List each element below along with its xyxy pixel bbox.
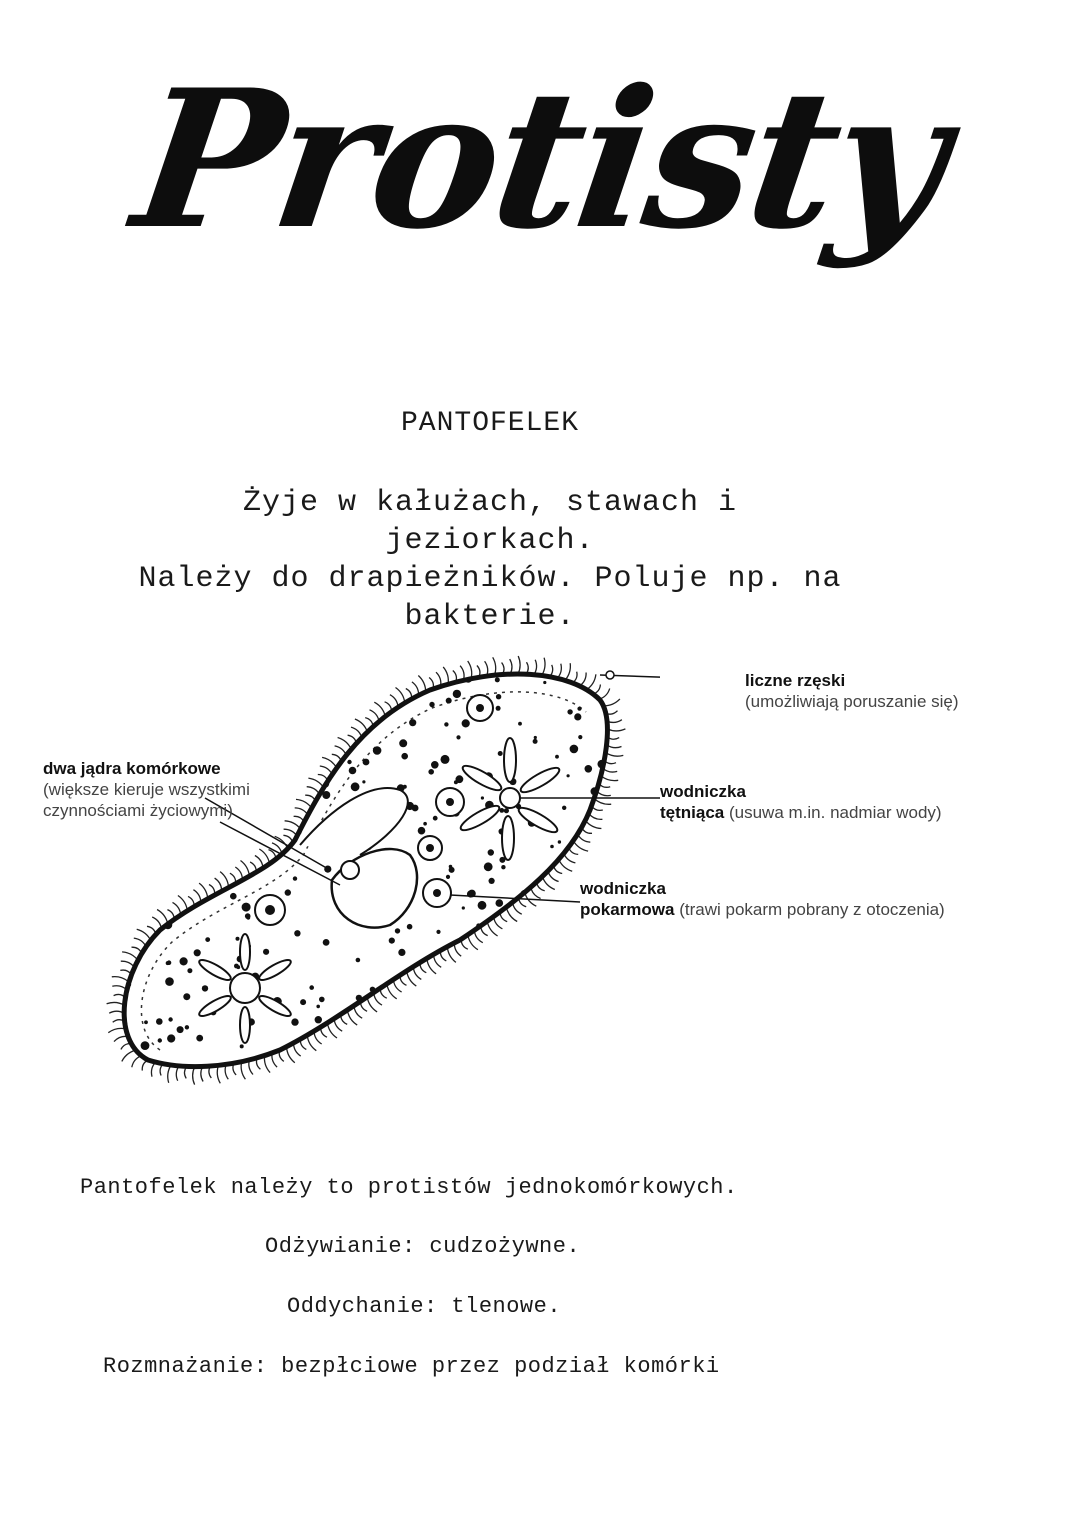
- cilium: [308, 778, 323, 788]
- cytoplasm-granule: [611, 920, 619, 928]
- cytoplasm-granule: [256, 809, 261, 814]
- cytoplasm-granule: [172, 731, 176, 735]
- cytoplasm-granule: [356, 995, 362, 1001]
- cytoplasm-granule: [431, 999, 438, 1006]
- cilium: [296, 799, 312, 808]
- cytoplasm-granule: [510, 951, 518, 959]
- cytoplasm-granule: [294, 930, 300, 936]
- cytoplasm-granule: [593, 668, 598, 673]
- cytoplasm-granule: [346, 1038, 353, 1045]
- label-contractile-vacuole: [660, 781, 942, 823]
- cytoplasm-granule: [496, 694, 501, 699]
- cytoplasm-granule: [471, 1060, 474, 1063]
- cytoplasm-granule: [240, 1044, 244, 1048]
- cytoplasm-granule: [242, 727, 248, 733]
- label-cilia-note: (umożliwiają poruszanie się): [745, 692, 959, 711]
- cytoplasm-granule: [168, 1017, 172, 1021]
- cilium: [518, 656, 520, 674]
- cytoplasm-granule: [211, 835, 217, 841]
- cytoplasm-granule: [120, 916, 124, 920]
- cytoplasm-granule: [373, 746, 382, 755]
- cytoplasm-granule: [263, 949, 269, 955]
- cytoplasm-granule: [598, 845, 602, 849]
- cytoplasm-granule: [448, 1016, 452, 1020]
- cilium: [322, 757, 337, 768]
- label-cilia-title: liczne rzęski: [745, 671, 846, 690]
- cytoplasm-granule: [492, 980, 498, 986]
- cytoplasm-granule: [189, 726, 194, 731]
- cilium: [193, 1067, 195, 1085]
- cytoplasm-granule: [153, 836, 157, 840]
- cytoplasm-granule: [180, 715, 184, 719]
- cytoplasm-granule: [234, 964, 239, 969]
- cytoplasm-granule: [462, 906, 465, 909]
- cytoplasm-granule: [131, 753, 136, 758]
- cytoplasm-granule: [159, 695, 163, 699]
- cytoplasm-granule: [606, 813, 613, 820]
- cytoplasm-granule: [351, 1044, 358, 1051]
- cytoplasm-granule: [446, 698, 452, 704]
- cytoplasm-granule: [513, 951, 518, 956]
- cytoplasm-granule: [259, 667, 265, 673]
- cytoplasm-granule: [373, 672, 378, 677]
- cytoplasm-granule: [599, 985, 608, 994]
- cytoplasm-granule: [600, 1037, 608, 1045]
- cytoplasm-granule: [180, 957, 188, 965]
- cilium: [285, 821, 301, 829]
- cytoplasm-granule: [183, 671, 190, 678]
- cytoplasm-granule: [236, 937, 240, 941]
- cytoplasm-granule: [498, 751, 503, 756]
- cytoplasm-granule: [610, 774, 613, 777]
- cytoplasm-granule: [395, 928, 400, 933]
- cytoplasm-granule: [562, 806, 566, 810]
- cilium: [587, 674, 596, 689]
- cytoplasm-granule: [503, 922, 507, 926]
- cilium: [418, 676, 425, 692]
- cytoplasm-granule: [336, 701, 345, 710]
- cytoplasm-granule: [336, 696, 345, 705]
- section-heading: PANTOFELEK: [400, 408, 580, 439]
- cytoplasm-granule: [239, 688, 244, 693]
- cytoplasm-granule: [178, 822, 186, 830]
- cytoplasm-granule: [352, 1047, 357, 1052]
- cytoplasm-granule: [614, 1006, 622, 1014]
- label-food-title: wodniczka: [580, 879, 666, 898]
- cytoplasm-granule: [344, 705, 347, 708]
- cytoplasm-granule: [398, 949, 405, 956]
- cytoplasm-granule: [168, 860, 176, 868]
- cytoplasm-granule: [362, 780, 365, 783]
- cilium: [241, 1062, 245, 1080]
- cilium: [264, 1056, 270, 1073]
- cytoplasm-granule: [167, 960, 172, 965]
- cilium: [217, 1065, 220, 1083]
- cytoplasm-granule: [239, 844, 245, 850]
- cytoplasm-granule: [539, 989, 547, 997]
- intro-line: bakterie.: [404, 600, 576, 634]
- cilium: [107, 1002, 125, 1005]
- cytoplasm-granule: [362, 693, 367, 698]
- page-title: Protisty: [123, 48, 958, 271]
- cytoplasm-granule: [122, 899, 130, 907]
- cilium: [443, 667, 448, 684]
- cytoplasm-granule: [163, 876, 167, 880]
- cytoplasm-granule: [172, 859, 177, 864]
- cytoplasm-granule: [428, 769, 434, 775]
- cilium: [594, 799, 611, 805]
- cytoplasm-granule: [169, 691, 177, 699]
- fact-nutrition: Odżywianie: cudzożywne.: [265, 1234, 581, 1259]
- cytoplasm-granule: [459, 951, 462, 954]
- cytoplasm-granule: [296, 697, 304, 705]
- cilium: [168, 1065, 171, 1083]
- cilium: [542, 658, 545, 676]
- cytoplasm-granule: [373, 1064, 376, 1067]
- cytoplasm-granule: [291, 1018, 298, 1025]
- cytoplasm-granule: [404, 1034, 407, 1037]
- cytoplasm-granule: [203, 863, 208, 868]
- cytoplasm-granule: [370, 987, 376, 993]
- cytoplasm-granule: [585, 765, 593, 773]
- cilium: [137, 929, 151, 940]
- cytoplasm-granule: [451, 1050, 459, 1058]
- cytoplasm-granule: [533, 739, 538, 744]
- cytoplasm-granule: [583, 1006, 591, 1014]
- cytoplasm-granule: [544, 1030, 552, 1038]
- cytoplasm-granule: [598, 874, 601, 877]
- label-food-title-2: pokarmowa: [580, 900, 675, 919]
- cytoplasm-granule: [185, 1025, 189, 1029]
- cytoplasm-granule: [456, 735, 460, 739]
- label-food-vacuole: [580, 878, 945, 920]
- cytoplasm-granule: [570, 881, 578, 889]
- cytoplasm-granule: [347, 760, 351, 764]
- cilium: [565, 663, 570, 680]
- cytoplasm-granule: [170, 674, 174, 678]
- cilium: [108, 1028, 126, 1032]
- cytoplasm-granule: [581, 921, 590, 930]
- cytoplasm-granule: [311, 740, 318, 747]
- cytoplasm-granule: [161, 752, 165, 756]
- cytoplasm-granule: [349, 767, 357, 775]
- cytoplasm-granule: [567, 709, 572, 714]
- cytoplasm-granule: [293, 876, 297, 880]
- cytoplasm-granule: [345, 1053, 353, 1061]
- cytoplasm-granule: [446, 875, 450, 879]
- cilium: [199, 883, 208, 899]
- cytoplasm-granule: [532, 1055, 536, 1059]
- cytoplasm-granule: [403, 785, 407, 789]
- cytoplasm-granule: [319, 997, 325, 1003]
- cytoplasm-granule: [242, 828, 248, 834]
- cytoplasm-granule: [202, 985, 208, 991]
- intro-text: [130, 484, 850, 636]
- micronucleus: [341, 861, 359, 879]
- label-nuclei-note: czynnościami życiowymi): [43, 801, 233, 820]
- cilium: [606, 753, 624, 757]
- cytoplasm-granule: [293, 746, 298, 751]
- cytoplasm-granule: [407, 924, 413, 930]
- cytoplasm-granule: [240, 716, 245, 721]
- cytoplasm-granule: [611, 846, 615, 850]
- cytoplasm-granule: [538, 1049, 543, 1054]
- cytoplasm-granule: [568, 889, 574, 895]
- cilium: [112, 977, 129, 982]
- cytoplasm-granule: [165, 903, 170, 908]
- cilium: [607, 729, 625, 731]
- cytoplasm-granule: [316, 1005, 320, 1009]
- cytoplasm-granule: [322, 791, 330, 799]
- label-cilia: [745, 670, 959, 712]
- cytoplasm-granule: [187, 734, 190, 737]
- cytoplasm-granule: [462, 719, 470, 727]
- cytoplasm-granule: [534, 1005, 538, 1009]
- cilium: [122, 1050, 136, 1061]
- cytoplasm-granule: [456, 775, 464, 783]
- label-nuclei: [43, 758, 250, 821]
- cytoplasm-granule: [498, 985, 505, 992]
- cytoplasm-granule: [409, 719, 416, 726]
- label-contractile-note: (usuwa m.in. nadmiar wody): [728, 803, 942, 822]
- cytoplasm-granule: [489, 965, 493, 969]
- cytoplasm-granule: [391, 1023, 397, 1029]
- cytoplasm-granule: [366, 1029, 373, 1036]
- cytoplasm-granule: [418, 827, 426, 835]
- cilium: [396, 688, 405, 703]
- label-nuclei-title: dwa jądra komórkowe: [43, 759, 221, 778]
- cytoplasm-granule: [359, 672, 363, 676]
- cytoplasm-granule: [508, 945, 512, 949]
- cytoplasm-granule: [501, 865, 505, 869]
- cytoplasm-granule: [165, 866, 168, 869]
- label-food-note: (trawi pokarm pobrany z otoczenia): [679, 900, 945, 919]
- cytoplasm-granule: [158, 1038, 162, 1042]
- intro-line: Należy do drapieżników. Poluje np. na: [138, 562, 842, 596]
- cytoplasm-granule: [570, 745, 579, 754]
- fact-reproduction: Rozmnażanie: bezpłciowe przez podział komórki: [103, 1354, 720, 1379]
- cytoplasm-granule: [469, 975, 473, 979]
- cytoplasm-granule: [578, 1051, 582, 1055]
- cytoplasm-granule: [163, 846, 168, 851]
- cytoplasm-granule: [269, 679, 276, 686]
- cytoplasm-granule: [196, 1035, 203, 1042]
- cytoplasm-granule: [363, 759, 370, 766]
- cytoplasm-granule: [444, 722, 448, 726]
- cytoplasm-granule: [449, 867, 455, 873]
- cytoplasm-granule: [242, 903, 251, 912]
- cytoplasm-granule: [571, 907, 576, 912]
- cytoplasm-granule: [496, 706, 501, 711]
- cytoplasm-granule: [154, 669, 160, 675]
- cytoplasm-granule: [550, 845, 554, 849]
- cilium: [603, 699, 620, 706]
- cytoplasm-granule: [543, 681, 546, 684]
- cytoplasm-granule: [330, 1048, 336, 1054]
- cytoplasm-granule: [558, 840, 561, 843]
- cytoplasm-granule: [534, 736, 537, 739]
- cytoplasm-granule: [610, 857, 619, 866]
- cytoplasm-granule: [360, 695, 364, 699]
- cytoplasm-granule: [553, 930, 556, 933]
- cilium: [585, 820, 601, 828]
- cilium: [220, 872, 229, 888]
- cytoplasm-granule: [284, 679, 287, 682]
- cytoplasm-granule: [286, 708, 293, 715]
- cytoplasm-granule: [511, 1033, 517, 1039]
- cytoplasm-granule: [567, 774, 570, 777]
- cytoplasm-granule: [433, 816, 438, 821]
- cytoplasm-granule: [289, 759, 296, 766]
- cilium: [601, 776, 618, 781]
- cytoplasm-granule: [167, 1034, 175, 1042]
- cilium: [573, 841, 588, 851]
- cytoplasm-granule: [351, 782, 360, 791]
- cytoplasm-granule: [194, 949, 201, 956]
- cytoplasm-granule: [504, 808, 509, 813]
- cilium: [122, 952, 138, 960]
- cytoplasm-granule: [451, 950, 454, 953]
- cytoplasm-granule: [206, 696, 210, 700]
- cytoplasm-granule: [349, 730, 355, 736]
- cytoplasm-granule: [574, 713, 581, 720]
- cytoplasm-granule: [144, 1020, 148, 1024]
- cytoplasm-granule: [401, 753, 408, 760]
- cytoplasm-granule: [299, 701, 305, 707]
- cytoplasm-granule: [300, 999, 306, 1005]
- cytoplasm-granule: [132, 882, 137, 887]
- label-contractile-title: wodniczka: [660, 782, 746, 801]
- cytoplasm-granule: [572, 989, 575, 992]
- cytoplasm-granule: [555, 755, 559, 759]
- cytoplasm-granule: [356, 958, 361, 963]
- label-nuclei-note: (większe kieruje wszystkimi: [43, 780, 250, 799]
- cytoplasm-granule: [323, 939, 330, 946]
- cytoplasm-granule: [379, 1057, 384, 1062]
- cytoplasm-granule: [158, 675, 164, 681]
- cytoplasm-granule: [171, 748, 179, 756]
- cytoplasm-granule: [142, 935, 146, 939]
- cytoplasm-granule: [440, 1044, 444, 1048]
- cytoplasm-granule: [501, 968, 508, 975]
- cytoplasm-granule: [118, 748, 125, 755]
- cytoplasm-granule: [613, 932, 617, 936]
- cytoplasm-granule: [573, 880, 577, 884]
- cytoplasm-granule: [141, 1041, 150, 1050]
- cytoplasm-granule: [492, 1029, 499, 1036]
- cytoplasm-granule: [577, 707, 581, 711]
- cytoplasm-granule: [372, 1028, 381, 1037]
- cytoplasm-granule: [570, 879, 576, 885]
- paramecium-diagram: [100, 640, 660, 1100]
- label-contractile-title-2: tętniąca: [660, 803, 725, 822]
- cilium: [287, 1047, 295, 1063]
- cytoplasm-granule: [602, 1025, 606, 1029]
- cytoplasm-granule: [478, 901, 487, 910]
- cytoplasm-granule: [239, 735, 243, 739]
- cytoplasm-granule: [512, 1065, 516, 1069]
- cytoplasm-granule: [494, 1037, 500, 1043]
- cytoplasm-granule: [315, 1016, 322, 1023]
- cytoplasm-granule: [349, 729, 356, 736]
- cytoplasm-granule: [177, 1026, 184, 1033]
- cytoplasm-granule: [205, 937, 210, 942]
- fact-respiration: Oddychanie: tlenowe.: [287, 1294, 562, 1319]
- cytoplasm-granule: [187, 968, 192, 973]
- cytoplasm-granule: [285, 889, 291, 895]
- cytoplasm-granule: [365, 689, 370, 694]
- cytoplasm-granule: [423, 822, 427, 826]
- cytoplasm-granule: [609, 853, 612, 856]
- cytoplasm-granule: [489, 878, 495, 884]
- cytoplasm-granule: [484, 862, 493, 871]
- cytoplasm-granule: [165, 977, 174, 986]
- cytoplasm-granule: [569, 942, 577, 950]
- cytoplasm-granule: [183, 993, 190, 1000]
- cytoplasm-granule: [156, 1018, 163, 1025]
- cytoplasm-granule: [200, 667, 208, 675]
- cytoplasm-granule: [156, 712, 160, 716]
- cytoplasm-granule: [399, 739, 407, 747]
- cytoplasm-granule: [561, 1047, 566, 1052]
- fact-classification: Pantofelek należy to protistów jednokomórkowych.: [80, 1175, 738, 1200]
- cytoplasm-granule: [266, 751, 269, 754]
- cytoplasm-granule: [117, 862, 123, 868]
- cytoplasm-granule: [456, 1040, 460, 1044]
- cytoplasm-granule: [160, 732, 166, 738]
- cytoplasm-granule: [471, 975, 478, 982]
- cytoplasm-granule: [246, 916, 250, 920]
- cytoplasm-granule: [453, 690, 461, 698]
- cytoplasm-granule: [481, 796, 484, 799]
- cytoplasm-granule: [521, 975, 525, 979]
- cytoplasm-granule: [121, 834, 127, 840]
- cytoplasm-granule: [176, 843, 185, 852]
- cytoplasm-granule: [590, 988, 595, 993]
- cytoplasm-granule: [578, 735, 582, 739]
- cytoplasm-granule: [271, 764, 277, 770]
- cytoplasm-granule: [449, 960, 453, 964]
- cytoplasm-granule: [127, 741, 132, 746]
- cytoplasm-granule: [309, 985, 314, 990]
- cytoplasm-granule: [431, 761, 439, 769]
- cytoplasm-granule: [496, 899, 504, 907]
- cytoplasm-granule: [441, 755, 450, 764]
- intro-line: Żyje w kałużach, stawach i jeziorkach.: [242, 486, 738, 558]
- cytoplasm-granule: [436, 930, 440, 934]
- cytoplasm-granule: [488, 849, 494, 855]
- cytoplasm-granule: [389, 938, 395, 944]
- cytoplasm-granule: [132, 912, 136, 916]
- cytoplasm-granule: [518, 722, 522, 726]
- cytoplasm-granule: [505, 979, 509, 983]
- cytoplasm-granule: [230, 893, 237, 900]
- cytoplasm-granule: [429, 702, 434, 707]
- cytoplasm-granule: [491, 1000, 498, 1007]
- cytoplasm-granule: [495, 677, 500, 682]
